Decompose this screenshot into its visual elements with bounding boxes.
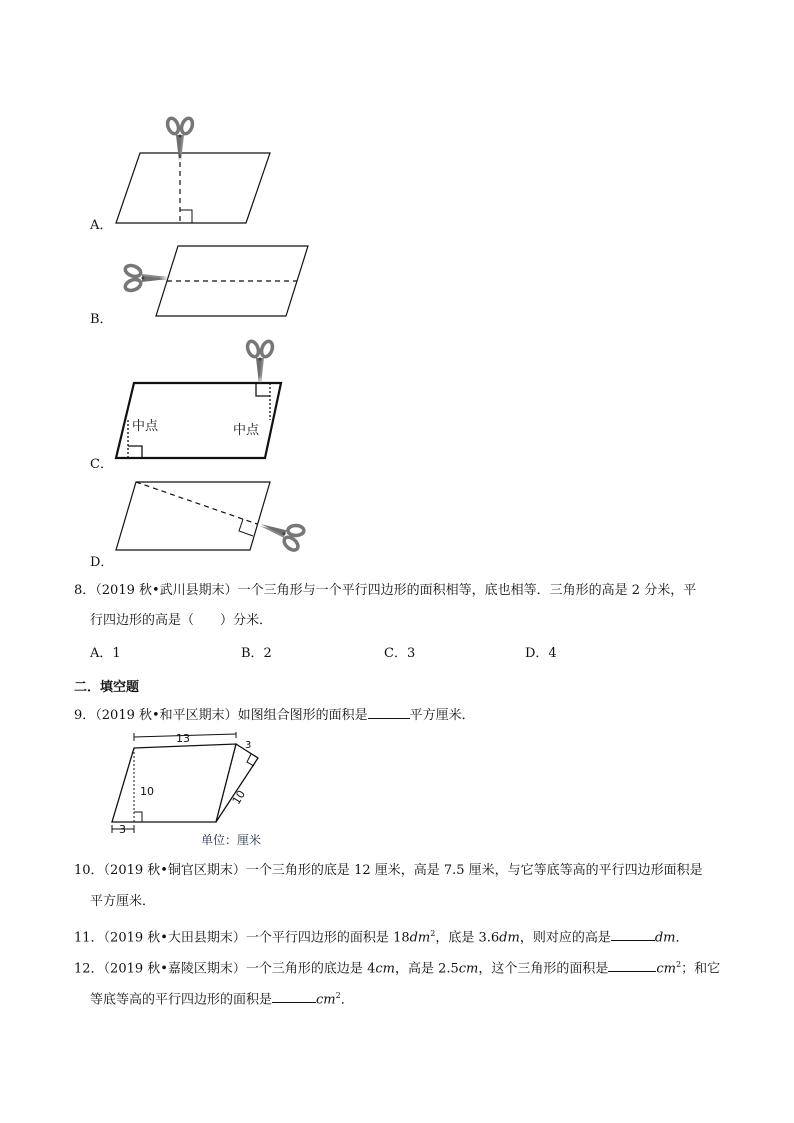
option-a-figure (110, 105, 280, 230)
question-11: 11．（2019 秋•大田县期末）一个平行四边形的面积是 $18dm^2$，底是 3.6dm，则对应的高是 dm． (74, 929, 689, 946)
question-8-line2: 行四边形的高是（ ）分米． (90, 613, 273, 628)
question-9: 9．（2019 秋•和平区期末）如图组合图形的面积是 平方厘米． (74, 708, 475, 723)
scissors-icon-d (256, 512, 307, 554)
question-10-line1: 10．（2019 秋•铜官区期末）一个三角形的底是 12 厘米，高是 7.5 厘米，与它等底等高的平行四边形面积是 (74, 863, 703, 878)
option-c-label: C． (90, 457, 113, 472)
question-10-line2: 平方厘米． (90, 894, 156, 909)
option-d-label: D． (90, 555, 114, 570)
option-d-figure (110, 474, 310, 564)
q8-option-c: C．3 (384, 646, 416, 661)
dim-10-left: 10 (140, 785, 154, 798)
dim-10-right: 10 (229, 788, 249, 807)
midpoint-label-left: 中点 (132, 419, 159, 434)
parallelogram-a (116, 153, 270, 223)
option-c-figure (110, 330, 300, 465)
option-a-label: A． (90, 218, 113, 233)
unit-label: 单位：厘米 (201, 833, 262, 847)
dim-3-top: 3 (245, 740, 252, 751)
q8-option-d: D．4 (525, 646, 557, 661)
answer-blank-q11 (611, 928, 655, 941)
scissors-icon-c (246, 340, 275, 384)
answer-blank-q9 (368, 706, 410, 719)
q8-option-b: B．2 (241, 646, 272, 661)
dim-3-bottom: 3 (119, 823, 126, 836)
question-9-figure (100, 732, 290, 850)
question-8-line1: 8．（2019 秋•武川县期末）一个三角形与一个平行四边形的面积相等，底也相等．三角形的高是 2 分米，平 (74, 583, 697, 598)
option-b-label: B． (90, 312, 113, 327)
right-angle-a (180, 210, 192, 223)
question-12-line2: 等底等高的平行四边形的面积是 $cm^2$． (90, 991, 354, 1008)
question-12-line1: 12．（2019 秋•嘉陵区期末）一个三角形的底边是 4cm，高是 2.5cm，这个三角形的面积是 $cm^2$；和它 (74, 960, 721, 977)
section-title: 二．填空题 (74, 680, 140, 695)
midpoint-label-right: 中点 (233, 423, 260, 438)
option-b-figure (110, 240, 320, 325)
answer-blank-q10 (74, 896, 88, 908)
scissors-icon-b (124, 264, 168, 293)
cut-line-d (136, 482, 257, 524)
dim-13: 13 (176, 732, 190, 745)
parallelogram-d (116, 482, 270, 550)
answer-blank-q12b (272, 990, 316, 1003)
answer-blank-q12a (608, 959, 656, 972)
q8-option-a: A．1 (90, 646, 121, 661)
